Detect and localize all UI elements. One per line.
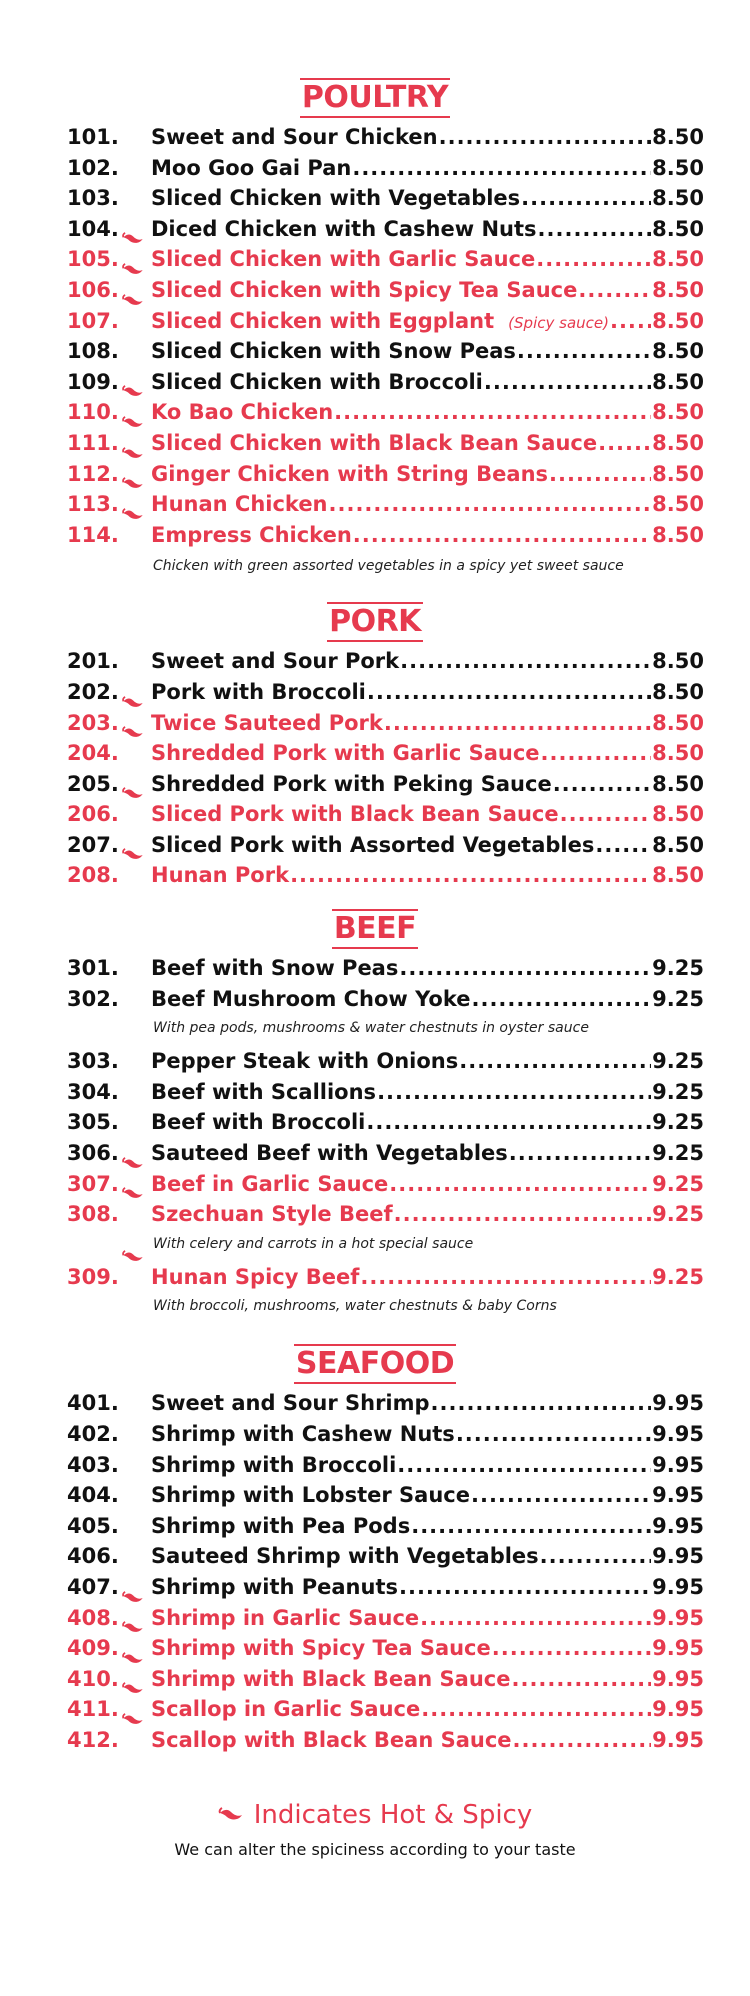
item-price: 9.95: [652, 1636, 704, 1661]
item-number: 406.: [67, 1544, 119, 1569]
dot-leader: [384, 711, 651, 735]
dot-leader: [439, 125, 652, 149]
icon-spacer: [119, 1109, 151, 1129]
menu-item-205: [67, 771, 704, 802]
menu-item-103: [67, 185, 704, 216]
item-name: Empress Chicken: [151, 522, 352, 547]
dot-leader: [511, 1667, 651, 1691]
dot-leader: [360, 1265, 651, 1289]
dot-leader: [397, 1453, 651, 1477]
chili-pepper-icon: [119, 1727, 151, 1747]
item-price: 8.50: [652, 216, 704, 241]
item-price: 8.50: [652, 186, 704, 211]
item-name: Scallop with Black Bean Sauce: [151, 1727, 512, 1752]
item-price: 8.50: [652, 492, 704, 517]
dot-leader: [329, 492, 652, 516]
menu-item-404: [67, 1482, 704, 1513]
item-name: Beef with Broccoli: [151, 1110, 366, 1135]
item-name: Pork with Broccoli: [151, 679, 366, 704]
menu-item-407: [67, 1574, 704, 1605]
item-name: Sliced Chicken with Garlic Sauce: [151, 247, 536, 272]
item-price: 8.50: [652, 430, 704, 455]
item-price: 8.50: [652, 308, 704, 333]
dot-leader: [367, 680, 651, 704]
item-number: 203.: [67, 710, 119, 735]
item-price: 9.25: [652, 1171, 704, 1196]
item-price: 9.25: [652, 1110, 704, 1135]
item-name: Sliced Chicken with Vegetables: [151, 186, 521, 211]
dot-leader: [484, 370, 651, 394]
icon-spacer: [119, 1482, 151, 1502]
item-number: 101.: [67, 125, 119, 149]
item-description-309: With broccoli, mushrooms, water chestnuts & baby Corns: [153, 1298, 557, 1315]
menu-item-401: [67, 1390, 704, 1421]
icon-spacer: [119, 648, 151, 668]
icon-spacer: [119, 1048, 151, 1068]
item-number: 106.: [67, 277, 119, 302]
dot-leader: [513, 1728, 652, 1752]
poultry-heading: POULTRY: [300, 78, 450, 118]
item-number: 207.: [67, 832, 119, 857]
spicy-legend: [0, 1800, 750, 1830]
spiciness-note: We can alter the spiciness according to your taste: [174, 1839, 576, 1859]
item-price: 9.95: [652, 1574, 704, 1599]
item-name: Sliced Chicken with Snow Peas: [151, 339, 516, 364]
item-name: Sauteed Beef with Vegetables: [151, 1141, 508, 1166]
item-number: 302.: [67, 986, 119, 1011]
item-price: 9.95: [652, 1605, 704, 1630]
icon-spacer: [119, 124, 151, 144]
item-name: Sliced Pork with Assorted Vegetables: [151, 832, 595, 857]
dot-leader: [560, 802, 652, 826]
item-number: 201.: [67, 649, 119, 674]
item-name: Hunan Spicy Beef: [151, 1264, 360, 1289]
item-price: 9.25: [652, 1264, 704, 1289]
icon-spacer: [119, 986, 151, 1006]
icon-spacer: [119, 155, 151, 175]
seafood-heading: SEAFOOD: [294, 1344, 456, 1384]
section-title-seafood: [0, 1338, 750, 1390]
menu-item-207: [67, 832, 704, 863]
item-name: Sweet and Sour Pork: [151, 649, 400, 674]
item-price: 9.95: [652, 1666, 704, 1691]
menu-item-111: [67, 430, 704, 461]
item-name: Beef with Snow Peas: [151, 956, 399, 981]
item-name: Shrimp with Peanuts: [151, 1574, 398, 1599]
item-name: Sliced Chicken with Black Bean Sauce: [151, 430, 598, 455]
item-number: 109.: [67, 369, 119, 394]
dot-leader: [610, 309, 651, 333]
item-price: 9.25: [652, 1079, 704, 1104]
item-name: Shrimp with Spicy Tea Sauce: [151, 1636, 491, 1661]
dot-leader: [456, 1422, 651, 1446]
menu-item-105: [67, 246, 704, 277]
item-number: 304.: [67, 1079, 119, 1104]
menu-item-107: [67, 308, 704, 339]
menu-item-112: [67, 461, 704, 492]
chili-pepper-icon: [119, 308, 151, 328]
item-description-302: With pea pods, mushrooms & water chestnuts in oyster sauce: [153, 1020, 589, 1037]
item-number: 404.: [67, 1483, 119, 1508]
menu-item-201: [67, 648, 704, 679]
item-name: Sliced Pork with Black Bean Sauce: [151, 802, 559, 827]
menu-item-412: [67, 1727, 704, 1758]
menu-item-302: [67, 986, 704, 1017]
item-name: Scallop in Garlic Sauce: [151, 1697, 421, 1722]
item-price: 8.50: [652, 125, 704, 149]
dot-leader: [538, 217, 652, 241]
item-name: Shredded Pork with Garlic Sauce: [151, 741, 540, 766]
dot-leader: [399, 1575, 651, 1599]
item-price: 9.95: [652, 1697, 704, 1722]
dot-leader: [377, 1080, 651, 1104]
chili-pepper-icon: [119, 522, 151, 542]
dot-leader: [389, 1172, 651, 1196]
item-name: Ko Bao Chicken: [151, 400, 334, 425]
item-name: Sliced Chicken with Eggplant: [151, 308, 495, 333]
item-price: 9.95: [652, 1483, 704, 1508]
menu-item-208: [67, 862, 704, 893]
item-name: Ginger Chicken with String Beans: [151, 461, 549, 486]
item-price: 9.95: [652, 1422, 704, 1446]
menu-item-114: [67, 522, 704, 553]
item-number: 410.: [67, 1666, 119, 1691]
item-number: 411.: [67, 1697, 119, 1722]
item-name: Shrimp with Black Bean Sauce: [151, 1666, 511, 1691]
poultry-list: [0, 124, 750, 552]
item-number: 407.: [67, 1574, 119, 1599]
item-number: 306.: [67, 1141, 119, 1166]
item-name: Sliced Chicken with Broccoli: [151, 369, 483, 394]
menu-item-101: [67, 124, 704, 155]
item-number: 206.: [67, 802, 119, 827]
item-price: 9.95: [652, 1452, 704, 1477]
menu-item-405: [67, 1513, 704, 1544]
item-price: 8.50: [652, 863, 704, 888]
menu-item-110: [67, 399, 704, 430]
menu-item-305: [67, 1109, 704, 1140]
menu-item-410: [67, 1666, 704, 1697]
item-number: 309.: [67, 1264, 119, 1289]
dot-leader: [595, 833, 651, 857]
dot-leader: [411, 1514, 651, 1538]
item-name: Diced Chicken with Cashew Nuts: [151, 216, 537, 241]
item-number: 110.: [67, 400, 119, 425]
chili-pepper-icon: [119, 740, 151, 760]
item-price: 9.25: [652, 986, 704, 1011]
beef-list: [0, 955, 750, 1320]
chili-pepper-icon: [218, 1800, 244, 1830]
item-number: 412.: [67, 1727, 119, 1752]
icon-spacer: [119, 1390, 151, 1410]
item-number: 408.: [67, 1605, 119, 1630]
item-name: Shrimp in Garlic Sauce: [151, 1605, 420, 1630]
item-note: (Spicy sauce): [508, 313, 609, 332]
item-price: 9.25: [652, 1049, 704, 1074]
menu-item-406: [67, 1543, 704, 1574]
chili-pepper-icon: [119, 801, 151, 821]
item-number: 104.: [67, 216, 119, 241]
item-price: 8.50: [652, 339, 704, 364]
item-name: Sliced Chicken with Spicy Tea Sauce: [151, 277, 578, 302]
item-number: 308.: [67, 1202, 119, 1227]
dot-leader: [492, 1636, 651, 1660]
menu-item-204: [67, 740, 704, 771]
menu-item-411: [67, 1696, 704, 1727]
item-name: Sweet and Sour Chicken: [151, 125, 438, 149]
item-price: 8.50: [652, 400, 704, 425]
item-number: 105.: [67, 247, 119, 272]
icon-spacer: [119, 1543, 151, 1563]
dot-leader: [521, 186, 651, 210]
dot-leader: [598, 431, 651, 455]
icon-spacer: [119, 1421, 151, 1441]
dot-leader: [459, 1049, 651, 1073]
item-price: 8.50: [652, 461, 704, 486]
menu-item-108: [67, 338, 704, 369]
item-price: 8.50: [652, 649, 704, 674]
item-number: 401.: [67, 1391, 119, 1416]
item-name: Beef Mushroom Chow Yoke: [151, 986, 471, 1011]
item-price: 9.25: [652, 1141, 704, 1166]
item-number: 301.: [67, 956, 119, 981]
menu-item-309: [67, 1264, 704, 1295]
menu-item-106: [67, 277, 704, 308]
item-name: Beef in Garlic Sauce: [151, 1171, 389, 1196]
menu-item-307: [67, 1171, 704, 1202]
chili-pepper-icon: [119, 1264, 151, 1284]
item-name: Beef with Scallions: [151, 1079, 377, 1104]
item-price: 8.50: [652, 369, 704, 394]
dot-leader: [394, 1202, 652, 1226]
item-price: 9.95: [652, 1544, 704, 1569]
dot-leader: [431, 1391, 652, 1415]
item-price: 9.95: [652, 1727, 704, 1752]
dot-leader: [553, 772, 651, 796]
chili-pepper-icon: [119, 1201, 151, 1221]
item-number: 305.: [67, 1110, 119, 1135]
icon-spacer: [119, 1513, 151, 1533]
menu-item-202: [67, 679, 704, 710]
dot-leader: [549, 462, 651, 486]
item-name: Shrimp with Lobster Sauce: [151, 1483, 470, 1508]
item-name: Moo Goo Gai Pan: [151, 155, 352, 180]
item-number: 113.: [67, 492, 119, 517]
item-price: 8.50: [652, 741, 704, 766]
dot-leader: [517, 339, 651, 363]
item-name: Sweet and Sour Shrimp: [151, 1391, 430, 1416]
dot-leader: [540, 1544, 652, 1568]
section-title-poultry: [0, 0, 750, 124]
item-description-308: With celery and carrots in a hot special sauce: [153, 1235, 474, 1252]
dot-leader: [509, 1141, 651, 1165]
item-number: 402.: [67, 1422, 119, 1446]
menu-item-109: [67, 369, 704, 400]
menu-item-102: [67, 155, 704, 186]
item-name: Shrimp with Cashew Nuts: [151, 1422, 455, 1446]
icon-spacer: [119, 1079, 151, 1099]
menu-item-306: [67, 1140, 704, 1171]
dot-leader: [536, 247, 651, 271]
item-price: 9.95: [652, 1391, 704, 1416]
menu-item-402: [67, 1421, 704, 1452]
menu-item-303: [67, 1048, 704, 1079]
item-number: 111.: [67, 430, 119, 455]
item-number: 204.: [67, 741, 119, 766]
item-price: 9.25: [652, 956, 704, 981]
item-name: Twice Sauteed Pork: [151, 710, 383, 735]
item-number: 403.: [67, 1452, 119, 1477]
item-price: 9.95: [652, 1513, 704, 1538]
item-number: 102.: [67, 155, 119, 180]
dot-leader: [472, 987, 652, 1011]
item-price: 8.50: [652, 802, 704, 827]
beef-heading: BEEF: [332, 909, 418, 949]
item-name: Shrimp with Pea Pods: [151, 1513, 411, 1538]
item-price: 8.50: [652, 771, 704, 796]
menu-item-104: [67, 216, 704, 247]
legend-text: Indicates Hot & Spicy: [253, 1799, 533, 1830]
chili-pepper-icon: [119, 862, 151, 882]
item-name: Sauteed Shrimp with Vegetables: [151, 1544, 539, 1569]
item-price: 8.50: [652, 710, 704, 735]
dot-leader: [400, 649, 651, 673]
item-name: Pepper Steak with Onions: [151, 1049, 459, 1074]
item-number: 409.: [67, 1636, 119, 1661]
item-description-114: Chicken with green assorted vegetables in a spicy yet sweet sauce: [153, 558, 624, 575]
item-name: Szechuan Style Beef: [151, 1202, 393, 1227]
item-number: 205.: [67, 771, 119, 796]
item-price: 8.50: [652, 522, 704, 547]
item-name: Shrimp with Broccoli: [151, 1452, 397, 1477]
dot-leader: [334, 400, 651, 424]
menu-item-206: [67, 801, 704, 832]
dot-leader: [541, 741, 652, 765]
item-price: 9.25: [652, 1202, 704, 1227]
menu-item-113: [67, 491, 704, 522]
dot-leader: [420, 1606, 651, 1630]
icon-spacer: [119, 955, 151, 975]
dot-leader: [399, 956, 651, 980]
item-number: 108.: [67, 339, 119, 364]
dot-leader: [290, 863, 651, 887]
menu-item-409: [67, 1635, 704, 1666]
menu-item-308: [67, 1201, 704, 1232]
dot-leader: [471, 1483, 651, 1507]
item-number: 202.: [67, 679, 119, 704]
icon-spacer: [119, 1452, 151, 1472]
item-number: 307.: [67, 1171, 119, 1196]
item-price: 8.50: [652, 832, 704, 857]
dot-leader: [366, 1110, 651, 1134]
item-number: 303.: [67, 1049, 119, 1074]
dot-leader: [353, 523, 651, 547]
item-number: 114.: [67, 522, 119, 547]
item-price: 8.50: [652, 155, 704, 180]
menu-item-403: [67, 1452, 704, 1483]
item-price: 8.50: [652, 247, 704, 272]
seafood-list: [0, 1390, 750, 1757]
pork-list: [0, 648, 750, 893]
icon-spacer: [119, 185, 151, 205]
pork-heading: PORK: [327, 602, 423, 642]
icon-spacer: [119, 338, 151, 358]
item-number: 112.: [67, 461, 119, 486]
menu-item-203: [67, 710, 704, 741]
menu-item-304: [67, 1079, 704, 1110]
item-name: Hunan Chicken: [151, 492, 328, 517]
section-title-pork: [0, 596, 750, 648]
item-name: Shredded Pork with Peking Sauce: [151, 771, 552, 796]
section-title-beef: [0, 903, 750, 955]
item-number: 405.: [67, 1513, 119, 1538]
item-price: 8.50: [652, 679, 704, 704]
menu-item-301: [67, 955, 704, 986]
menu-item-408: [67, 1605, 704, 1636]
item-price: 8.50: [652, 277, 704, 302]
item-name: Hunan Pork: [151, 863, 290, 888]
item-number: 103.: [67, 186, 119, 211]
dot-leader: [352, 156, 651, 180]
item-number: 208.: [67, 863, 119, 888]
dot-leader: [421, 1697, 651, 1721]
item-number: 107.: [67, 308, 119, 333]
dot-leader: [578, 278, 651, 302]
